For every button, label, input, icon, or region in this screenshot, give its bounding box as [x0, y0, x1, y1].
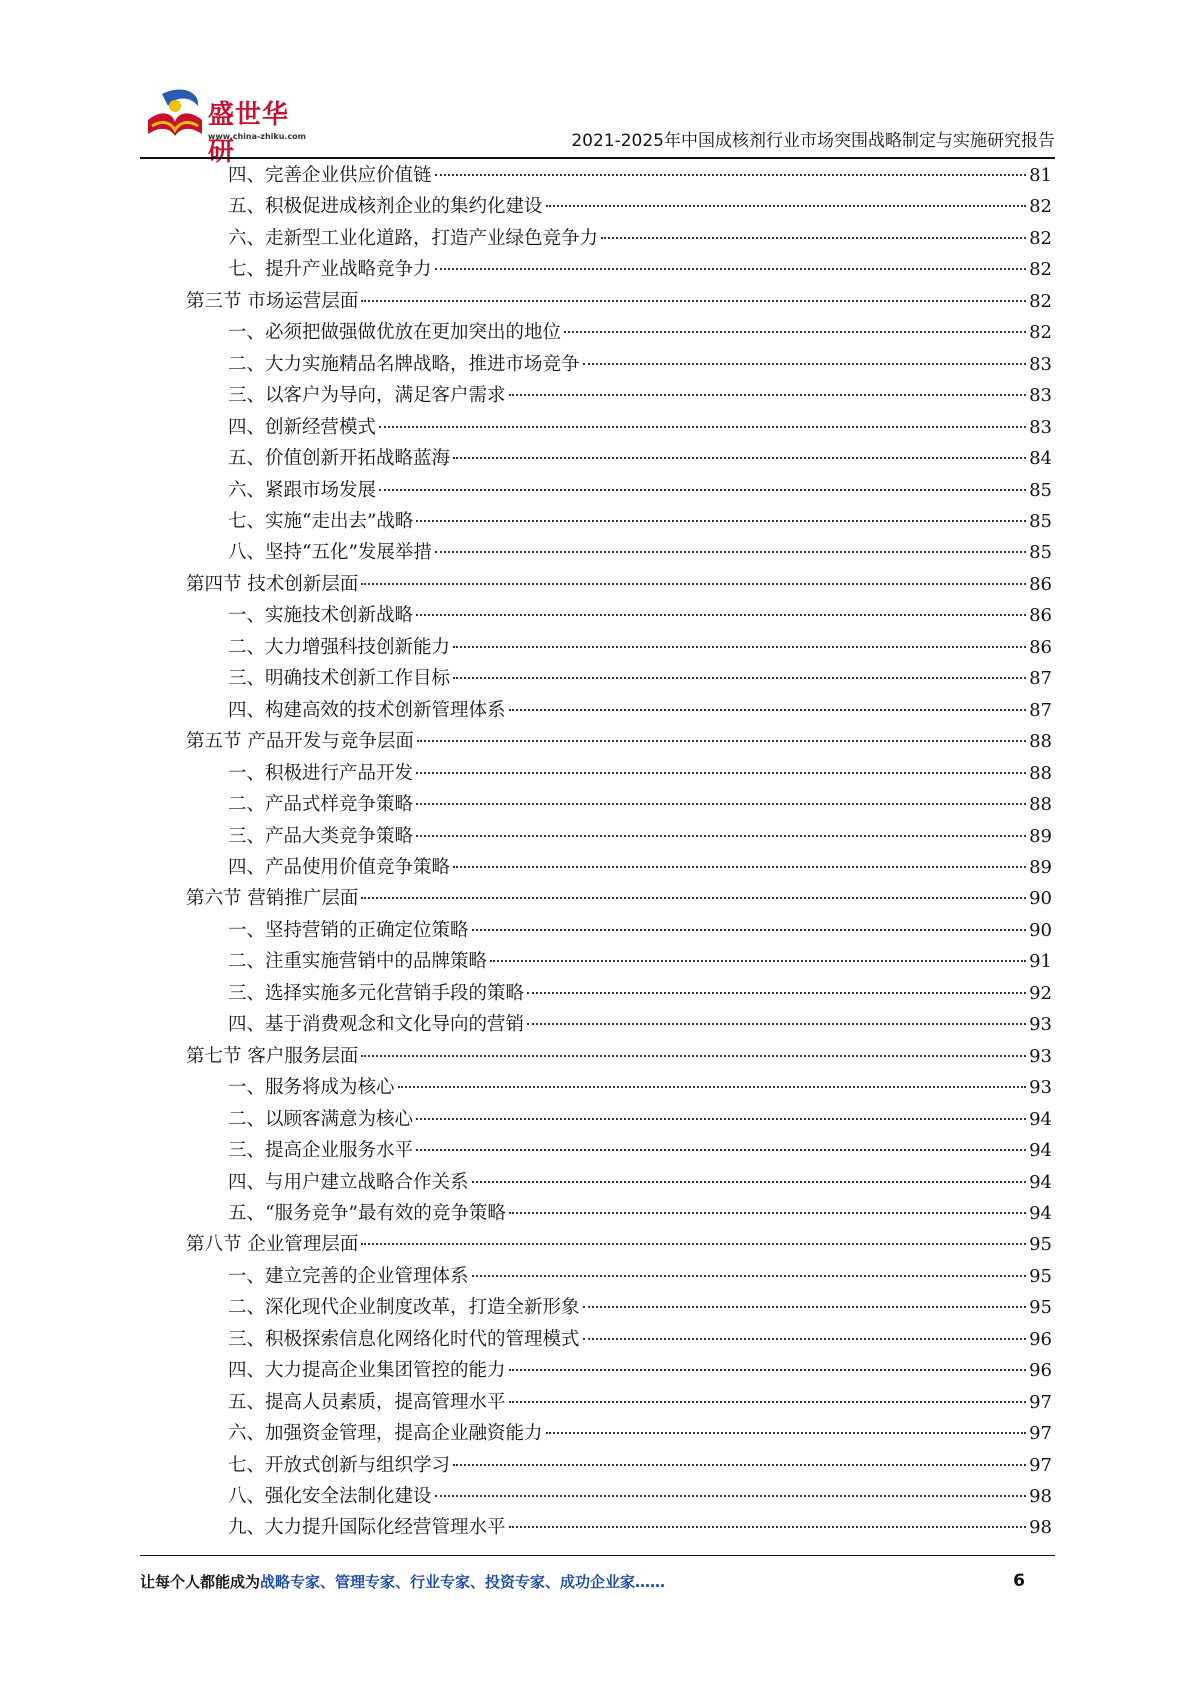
- toc-item-entry[interactable]: [186, 1072, 1052, 1103]
- toc-item-entry[interactable]: [186, 852, 1052, 883]
- toc-page-number: 89: [1029, 825, 1052, 847]
- toc-page-number: 97: [1029, 1423, 1052, 1445]
- toc-dot-leader: [546, 1432, 1027, 1434]
- toc-entry-title: 一、实施技术创新战略: [228, 605, 414, 627]
- toc-dot-leader: [601, 237, 1026, 239]
- toc-entry-title: 七、提升产业战略竞争力: [228, 259, 432, 281]
- toc-dot-leader: [416, 1149, 1026, 1151]
- toc-item-entry[interactable]: [186, 946, 1052, 977]
- toc-page-number: 82: [1029, 259, 1052, 281]
- toc-section-entry[interactable]: [186, 1229, 1052, 1260]
- toc-entry-title: 四、基于消费观念和文化导向的营销: [228, 1014, 525, 1036]
- toc-item-entry[interactable]: [186, 160, 1052, 191]
- toc-entry-title: 第八节 企业管理层面: [186, 1234, 359, 1256]
- toc-dot-leader: [417, 740, 1026, 742]
- toc-dot-leader: [361, 897, 1026, 899]
- toc-page-number: 90: [1029, 919, 1052, 941]
- toc-dot-leader: [453, 457, 1026, 459]
- toc-page-number: 96: [1029, 1328, 1052, 1350]
- toc-item-entry[interactable]: [186, 537, 1052, 568]
- toc-entry-title: 二、注重实施营销中的品牌策略: [228, 951, 488, 973]
- toc-item-entry[interactable]: [186, 1387, 1052, 1418]
- toc-entry-title: 四、创新经营模式: [228, 416, 377, 438]
- toc-item-entry[interactable]: [186, 317, 1052, 348]
- toc-entry-title: 五、价值创新开拓战略蓝海: [228, 448, 451, 470]
- toc-item-entry[interactable]: [186, 1512, 1052, 1543]
- toc-item-entry[interactable]: [186, 1198, 1052, 1229]
- toc-dot-leader: [509, 1369, 1027, 1371]
- toc-page-number: 83: [1029, 416, 1052, 438]
- toc-entry-title: 一、积极进行产品开发: [228, 762, 414, 784]
- toc-entry-title: 第七节 客户服务层面: [186, 1045, 359, 1067]
- toc-dot-leader: [416, 803, 1026, 805]
- toc-dot-leader: [453, 646, 1026, 648]
- toc-item-entry[interactable]: [186, 789, 1052, 820]
- toc-page-number: 94: [1029, 1140, 1052, 1162]
- toc-item-entry[interactable]: [186, 1167, 1052, 1198]
- toc-entry-title: 三、选择实施多元化营销手段的策略: [228, 982, 525, 1004]
- header-divider: [140, 157, 1055, 159]
- toc-item-entry[interactable]: [186, 443, 1052, 474]
- toc-dot-leader: [564, 331, 1026, 333]
- footer-divider: [140, 1555, 1055, 1556]
- toc-page-number: 98: [1029, 1517, 1052, 1539]
- page-number: 6: [1013, 1571, 1025, 1591]
- toc-dot-leader: [379, 426, 1026, 428]
- toc-page-number: 94: [1029, 1108, 1052, 1130]
- toc-page-number: 82: [1029, 322, 1052, 344]
- toc-entry-title: 六、紧跟市场发展: [228, 479, 377, 501]
- toc-entry-title: 七、开放式创新与组织学习: [228, 1454, 451, 1476]
- toc-dot-leader: [435, 174, 1027, 176]
- toc-page-number: 95: [1029, 1265, 1052, 1287]
- toc-page-number: 85: [1029, 479, 1052, 501]
- toc-entry-title: 四、完善企业供应价值链: [228, 165, 432, 186]
- toc-dot-leader: [509, 709, 1027, 711]
- toc-entry-title: 六、加强资金管理，提高企业融资能力: [228, 1423, 543, 1445]
- toc-entry-title: 四、产品使用价值竞争策略: [228, 856, 451, 878]
- toc-dot-leader: [453, 866, 1026, 868]
- toc-page-number: 94: [1029, 1171, 1052, 1193]
- toc-dot-leader: [583, 1338, 1027, 1340]
- toc-section-entry[interactable]: [186, 286, 1052, 317]
- toc-page-number: 88: [1029, 762, 1052, 784]
- toc-dot-leader: [490, 960, 1026, 962]
- toc-page-number: 92: [1029, 982, 1052, 1004]
- toc-entry-title: 三、产品大类竞争策略: [228, 825, 414, 847]
- logo-book-icon: [142, 86, 208, 148]
- toc-entry-title: 二、产品式样竞争策略: [228, 794, 414, 816]
- toc-page-number: 88: [1029, 794, 1052, 816]
- toc-page-number: 86: [1029, 605, 1052, 627]
- toc-item-entry[interactable]: [186, 1104, 1052, 1135]
- toc-dot-leader: [453, 1464, 1026, 1466]
- company-logo: [140, 82, 310, 167]
- toc-page-number: 98: [1029, 1486, 1052, 1508]
- toc-item-entry[interactable]: [186, 1009, 1052, 1040]
- page-header: [140, 82, 1055, 167]
- toc-item-entry[interactable]: [186, 1418, 1052, 1449]
- toc-entry-title: 一、必须把做强做优放在更加突出的地位: [228, 322, 562, 344]
- toc-section-entry[interactable]: [186, 883, 1052, 914]
- toc-item-entry[interactable]: [186, 1324, 1052, 1355]
- toc-entry-title: 二、深化现代企业制度改革，打造全新形象: [228, 1297, 580, 1319]
- toc-item-entry[interactable]: [186, 506, 1052, 537]
- toc-item-entry[interactable]: [186, 978, 1052, 1009]
- toc-dot-leader: [583, 1306, 1027, 1308]
- toc-dot-leader: [527, 1023, 1026, 1025]
- toc-item-entry[interactable]: [186, 1450, 1052, 1481]
- toc-page-number: 97: [1029, 1391, 1052, 1413]
- toc-item-entry[interactable]: [186, 663, 1052, 694]
- toc-dot-leader: [416, 520, 1026, 522]
- toc-page-number: 95: [1029, 1234, 1052, 1256]
- toc-page-number: 96: [1029, 1360, 1052, 1382]
- toc-entry-title: 七、实施“走出去”战略: [228, 510, 414, 532]
- toc-page-number: 85: [1029, 542, 1052, 564]
- logo-url: www.china-zhiku.com: [208, 132, 307, 141]
- toc-entry-title: 第三节 市场运营层面: [186, 290, 359, 312]
- toc-dot-leader: [435, 551, 1026, 553]
- toc-item-entry[interactable]: [186, 1481, 1052, 1512]
- toc-item-entry[interactable]: [186, 821, 1052, 852]
- toc-dot-leader: [361, 1243, 1026, 1245]
- toc-item-entry[interactable]: [186, 1355, 1052, 1386]
- toc-dot-leader: [509, 1526, 1027, 1528]
- toc-page-number: 83: [1029, 353, 1052, 375]
- toc-entry-title: 第五节 产品开发与竞争层面: [186, 731, 414, 753]
- toc-page-number: 87: [1029, 699, 1052, 721]
- toc-item-entry[interactable]: [186, 1135, 1052, 1166]
- report-title: 2021-2025年中国成核剂行业市场突围战略制定与实施研究报告: [571, 131, 1055, 151]
- toc-dot-leader: [435, 1495, 1027, 1497]
- toc-entry-title: 三、明确技术创新工作目标: [228, 668, 451, 690]
- toc-dot-leader: [416, 1118, 1026, 1120]
- toc-entry-title: 五、积极促进成核剂企业的集约化建设: [228, 196, 543, 218]
- toc-item-entry[interactable]: [186, 412, 1052, 443]
- toc-dot-leader: [509, 1212, 1026, 1214]
- toc-dot-leader: [361, 300, 1026, 302]
- toc-page-number: 91: [1029, 951, 1052, 973]
- toc-entry-title: 四、构建高效的技术创新管理体系: [228, 699, 506, 721]
- toc-entry-title: 八、强化安全法制化建设: [228, 1486, 432, 1508]
- footer-slogan-highlight: 战略专家、管理专家、行业专家、投资专家、成功企业家……: [260, 1573, 666, 1591]
- toc-item-entry[interactable]: [186, 380, 1052, 411]
- toc-item-entry[interactable]: [186, 223, 1052, 254]
- toc-entry-title: 六、走新型工业化道路，打造产业绿色竞争力: [228, 227, 599, 249]
- toc-entry-title: 第四节 技术创新层面: [186, 573, 359, 595]
- toc-item-entry[interactable]: [186, 758, 1052, 789]
- toc-section-entry[interactable]: [186, 1041, 1052, 1072]
- toc-dot-leader: [546, 205, 1027, 207]
- toc-item-entry[interactable]: [186, 1261, 1052, 1292]
- toc-entry-title: 二、以顾客满意为核心: [228, 1108, 414, 1130]
- toc-item-entry[interactable]: [186, 915, 1052, 946]
- toc-page-number: 87: [1029, 668, 1052, 690]
- toc-entry-title: 三、提高企业服务水平: [228, 1140, 414, 1162]
- toc-page-number: 81: [1029, 165, 1052, 186]
- toc-dot-leader: [361, 583, 1026, 585]
- table-of-contents: [186, 160, 1052, 1544]
- toc-dot-leader: [472, 1275, 1027, 1277]
- toc-item-entry[interactable]: [186, 600, 1052, 631]
- toc-dot-leader: [453, 677, 1026, 679]
- footer-slogan-lead: 让每个人都能成为: [140, 1573, 261, 1591]
- toc-item-entry[interactable]: [186, 349, 1052, 380]
- toc-dot-leader: [361, 1055, 1026, 1057]
- toc-dot-leader: [416, 835, 1026, 837]
- toc-item-entry[interactable]: [186, 632, 1052, 663]
- toc-entry-title: 二、大力增强科技创新能力: [228, 636, 451, 658]
- toc-item-entry[interactable]: [186, 475, 1052, 506]
- toc-item-entry[interactable]: [186, 191, 1052, 222]
- toc-item-entry[interactable]: [186, 254, 1052, 285]
- toc-page-number: 88: [1029, 731, 1052, 753]
- toc-page-number: 97: [1029, 1454, 1052, 1476]
- toc-dot-leader: [472, 1181, 1027, 1183]
- toc-entry-title: 三、以客户为导向，满足客户需求: [228, 385, 506, 407]
- toc-page-number: 93: [1029, 1077, 1052, 1099]
- toc-dot-leader: [379, 489, 1026, 491]
- toc-page-number: 94: [1029, 1202, 1052, 1224]
- toc-entry-title: 第六节 营销推广层面: [186, 888, 359, 910]
- toc-dot-leader: [583, 363, 1027, 365]
- toc-page-number: 82: [1029, 290, 1052, 312]
- toc-entry-title: 二、大力实施精品名牌战略，推进市场竞争: [228, 353, 580, 375]
- toc-page-number: 93: [1029, 1014, 1052, 1036]
- toc-entry-title: 一、服务将成为核心: [228, 1077, 395, 1099]
- toc-entry-title: 四、大力提高企业集团管控的能力: [228, 1360, 506, 1382]
- toc-page-number: 89: [1029, 856, 1052, 878]
- toc-page-number: 85: [1029, 510, 1052, 532]
- toc-section-entry[interactable]: [186, 726, 1052, 757]
- toc-page-number: 93: [1029, 1045, 1052, 1067]
- toc-dot-leader: [416, 614, 1026, 616]
- toc-page-number: 86: [1029, 573, 1052, 595]
- toc-entry-title: 五、提高人员素质，提高管理水平: [228, 1391, 506, 1413]
- toc-dot-leader: [398, 1086, 1027, 1088]
- toc-entry-title: 一、建立完善的企业管理体系: [228, 1265, 469, 1287]
- toc-dot-leader: [416, 772, 1026, 774]
- page-footer: [140, 1571, 1055, 1601]
- toc-item-entry[interactable]: [186, 1292, 1052, 1323]
- toc-page-number: 83: [1029, 385, 1052, 407]
- toc-item-entry[interactable]: [186, 695, 1052, 726]
- toc-page-number: 82: [1029, 227, 1052, 249]
- logo-name: 盛世华研: [208, 100, 290, 167]
- toc-dot-leader: [509, 1401, 1027, 1403]
- toc-dot-leader: [509, 394, 1027, 396]
- toc-page-number: 90: [1029, 888, 1052, 910]
- toc-entry-title: 八、坚持“五化”发展举措: [228, 542, 432, 564]
- toc-dot-leader: [435, 268, 1027, 270]
- toc-page-number: 86: [1029, 636, 1052, 658]
- toc-entry-title: 五、“服务竞争”最有效的竞争策略: [228, 1202, 506, 1224]
- toc-entry-title: 三、积极探索信息化网络化时代的管理模式: [228, 1328, 580, 1350]
- toc-page-number: 82: [1029, 196, 1052, 218]
- toc-section-entry[interactable]: [186, 569, 1052, 600]
- toc-entry-title: 四、与用户建立战略合作关系: [228, 1171, 469, 1193]
- toc-entry-title: 一、坚持营销的正确定位策略: [228, 919, 469, 941]
- toc-page-number: 84: [1029, 448, 1052, 470]
- toc-entry-title: 九、大力提升国际化经营管理水平: [228, 1517, 506, 1539]
- toc-page-number: 95: [1029, 1297, 1052, 1319]
- toc-dot-leader: [472, 929, 1027, 931]
- toc-dot-leader: [527, 992, 1026, 994]
